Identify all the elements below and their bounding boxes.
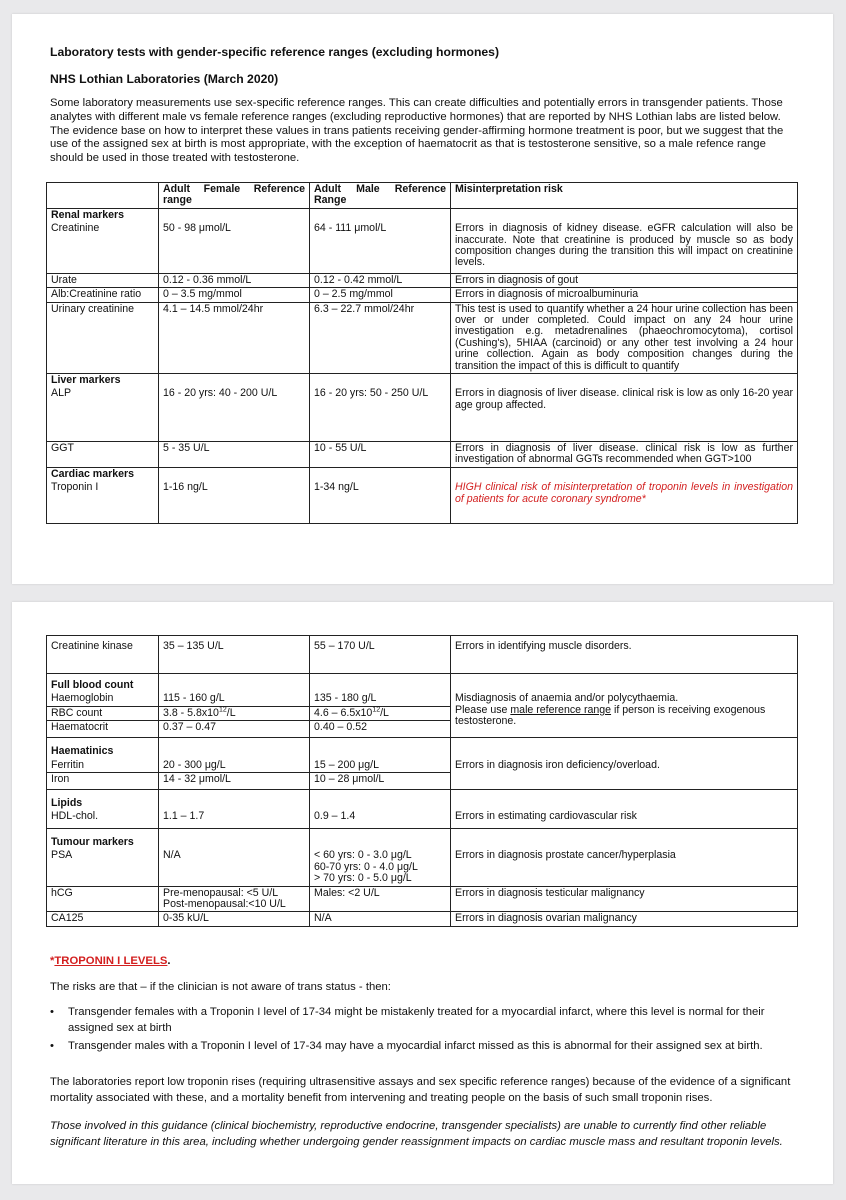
table-row (47, 222, 798, 273)
table-row (47, 636, 798, 674)
male-range: 0.9 – 1.4 (310, 810, 451, 828)
risk-bullet-list (50, 1005, 802, 1058)
analyte-name: ALP (47, 387, 159, 441)
empty-cell (451, 790, 798, 811)
section-cardiac: Cardiac markers (47, 467, 159, 481)
fbc-risk-emphasis: male reference range (510, 703, 612, 716)
analyte-name: Haematocrit (47, 721, 159, 738)
analyte-name: CA125 (47, 912, 159, 926)
empty-cell (451, 738, 798, 759)
risk-text: Errors in diagnosis ovarian malignancy (451, 912, 798, 926)
table-row (47, 912, 798, 926)
fbc-risk-note-end: if person is receiving exogenous testosterone. (455, 703, 766, 728)
empty-cell (159, 467, 310, 481)
female-range: 1.1 – 1.7 (159, 810, 310, 828)
psa-range-line: < 60 yrs: 0 - 3.0 μg/L (314, 849, 412, 862)
female-range: 0.12 - 0.36 mmol/L (159, 273, 310, 287)
empty-cell (310, 467, 451, 481)
analyte-name: Haemoglobin (47, 692, 159, 706)
male-range: 1-34 ng/L (310, 481, 451, 523)
male-range: 135 - 180 g/L (310, 692, 451, 706)
female-range: 50 - 98 μmol/L (159, 222, 310, 273)
empty-cell (310, 828, 451, 849)
table-row (47, 288, 798, 302)
risk-text: Errors in diagnosis iron deficiency/overload. (451, 759, 798, 790)
section-renal: Renal markers (47, 208, 159, 222)
analyte-name: Troponin I (47, 481, 159, 523)
empty-cell (451, 467, 798, 481)
footnote-dot: . (167, 955, 171, 967)
rbc-female-unit: /L (226, 706, 236, 719)
rbc-female-exponent: 12 (218, 706, 227, 714)
risk-text: Errors in identifying muscle disorders. (451, 636, 798, 674)
section-haematinics: Haematinics (47, 738, 159, 759)
empty-cell (451, 208, 798, 222)
fbc-risk-note: Please use (455, 703, 511, 716)
reference-range-table-2 (46, 635, 798, 927)
risk-text-warning: HIGH clinical risk of misinterpretation of troponin levels in investigation of patients for acute coronary syndrome* (451, 481, 798, 523)
section-row (47, 208, 798, 222)
rbc-male-exponent: 12 (372, 706, 381, 714)
section-fbc: Full blood count (47, 674, 159, 693)
header-risk: Misinterpretation risk (451, 183, 798, 209)
section-liver: Liver markers (47, 373, 159, 387)
section-row (47, 738, 798, 759)
header-male-range: Adult Male Reference Range (310, 183, 451, 209)
reference-range-table-1 (46, 182, 798, 524)
analyte-name: Alb:Creatinine ratio (47, 288, 159, 302)
risk-text: Errors in diagnosis of kidney disease. eGFR calculation will also be inaccurate. Note that creatinine is produced by muscle so as body composition changes during the transition this will impact on creatinine levels. (451, 222, 798, 273)
labs-paragraph: The laboratories report low troponin rises (requiring ultrasensitive assays and sex specific reference ranges) because of the evidence of a significant mortality associated with these, and a mortality benefit from intervening and treating people on the basis of such small troponin rises. (50, 1076, 791, 1104)
table-header-row (47, 183, 798, 209)
risk-text-fbc (451, 692, 798, 737)
empty-cell (310, 208, 451, 222)
analyte-name: hCG (47, 886, 159, 912)
table-row (47, 302, 798, 373)
male-range: 6.3 – 22.7 mmol/24hr (310, 302, 451, 373)
analyte-name: Ferritin (47, 759, 159, 773)
male-range (310, 706, 451, 720)
risk-text: Errors in diagnosis of gout (451, 273, 798, 287)
analyte-name: GGT (47, 441, 159, 467)
analyte-name: RBC count (47, 706, 159, 720)
table-row (47, 810, 798, 828)
rbc-male-value: 4.6 – 6.5x10 (314, 706, 373, 719)
header-female-range: Adult Female Reference range (159, 183, 310, 209)
analyte-name: Creatinine kinase (47, 636, 159, 674)
empty-cell (159, 790, 310, 811)
section-tumour: Tumour markers (47, 828, 159, 849)
female-range: 4.1 – 14.5 mmol/24hr (159, 302, 310, 373)
empty-cell (159, 674, 310, 693)
risk-text: Errors in estimating cardiovascular risk (451, 810, 798, 828)
female-range: 16 - 20 yrs: 40 - 200 U/L (159, 387, 310, 441)
female-range: 115 - 160 g/L (159, 692, 310, 706)
table-row (47, 273, 798, 287)
table-row (47, 886, 798, 912)
analyte-name: Urinary creatinine (47, 302, 159, 373)
hcg-range-line: Pre-menopausal: <5 U/L (163, 886, 279, 899)
analyte-name: Iron (47, 773, 159, 790)
male-range: 15 – 200 μg/L (310, 759, 451, 773)
analyte-name: Creatinine (47, 222, 159, 273)
risk-text: Errors in diagnosis of liver disease. clinical risk is low as further investigation of abnormal GGTs recommended when GGT>100 (451, 441, 798, 467)
analyte-name: Urate (47, 273, 159, 287)
risk-text: Errors in diagnosis of liver disease. clinical risk is low as only 16-20 year age group affected. (451, 387, 798, 441)
section-row (47, 790, 798, 811)
male-range: N/A (310, 912, 451, 926)
female-range: 20 - 300 μg/L (159, 759, 310, 773)
psa-range-line: > 70 yrs: 0 - 5.0 μg/L (314, 872, 412, 885)
table-row (47, 441, 798, 467)
empty-cell (159, 828, 310, 849)
empty-cell (310, 790, 451, 811)
closing-paragraph: Those involved in this guidance (clinical biochemistry, reproductive endocrine, transgender specialists) are unable to currently find other reliable significant literature in this area, including whether undergoing gender reassignment impacts on cardiac muscle mass and resultant troponin levels. (50, 1120, 783, 1148)
hcg-range-line: Post-menopausal:<10 U/L (163, 897, 286, 910)
psa-range-line: 60-70 yrs: 0 - 4.0 μg/L (314, 860, 418, 873)
section-row (47, 674, 798, 693)
empty-cell (159, 208, 310, 222)
document-page-2 (12, 602, 833, 1184)
empty-cell (159, 373, 310, 387)
male-range: 0.40 – 0.52 (310, 721, 451, 738)
female-range: 0.37 – 0.47 (159, 721, 310, 738)
empty-cell (310, 674, 451, 693)
risks-intro: The risks are that – if the clinician is not aware of trans status - then: (50, 981, 391, 993)
female-range (159, 706, 310, 720)
male-range: 55 – 170 U/L (310, 636, 451, 674)
intro-paragraph: Some laboratory measurements use sex-specific reference ranges. This can create difficulties and potentially errors in transgender patients. Those analytes with different male vs female reference ranges (excluding reproductive hormones) that are reported by NHS Lothian labs are listed below. The evidence base on how to interpret these values in trans patients receiving gender-affirming hormone treatment is poor, but we suggest that the use of the assigned sex at birth is most appropriate, with the exception of haematocrit as that is testosterone sensitive, so a male refence range should be used in those treated with testosterone. (50, 97, 784, 165)
document-title: Laboratory tests with gender-specific reference ranges (excluding hormones) (50, 45, 500, 59)
list-item: • Transgender males with a Troponin I level of 17-34 may have a myocardial infarct missed as this is abnormal for their assigned sex at birth. (50, 1039, 802, 1055)
empty-cell (451, 674, 798, 693)
empty-cell (451, 373, 798, 387)
male-range: 16 - 20 yrs: 50 - 250 U/L (310, 387, 451, 441)
section-row (47, 467, 798, 481)
risk-text: Errors in diagnosis testicular malignancy (451, 886, 798, 912)
fbc-risk-line: Misdiagnosis of anaemia and/or polycythaemia. (455, 692, 679, 705)
risk-text: Errors in diagnosis of microalbuminuria (451, 288, 798, 302)
male-range (310, 849, 451, 886)
header-analyte (47, 183, 159, 209)
female-range: 1-16 ng/L (159, 481, 310, 523)
empty-cell (451, 828, 798, 849)
footnote-title: TROPONIN I LEVELS (54, 955, 168, 967)
empty-cell (159, 738, 310, 759)
table-row (47, 692, 798, 706)
section-row (47, 373, 798, 387)
female-range: 14 - 32 μmol/L (159, 773, 310, 790)
section-row (47, 828, 798, 849)
table-row (47, 481, 798, 523)
empty-cell (310, 373, 451, 387)
document-page-1 (12, 14, 833, 584)
rbc-female-value: 3.8 - 5.8x10 (163, 706, 219, 719)
female-range: 5 - 35 U/L (159, 441, 310, 467)
male-range: 0 – 2.5 mg/mmol (310, 288, 451, 302)
table-row (47, 849, 798, 886)
male-range: 10 - 55 U/L (310, 441, 451, 467)
risk-text: This test is used to quantify whether a 24 hour urine collection has been over or under completed. Could impact on any 24 hour urine investigation e.g. metadrenalines (phaeochromocytoma), cortisol (Cushing's), 5HIAA (carcinoid) or any other test involving a 24 hour urine collection. Again as body composition changes during the transition the impact of this is difficult to quantify (451, 302, 798, 373)
female-range (159, 886, 310, 912)
list-item: • Transgender females with a Troponin I level of 17-34 might be mistakenly treated for a myocardial infarct, where this level is normal for their assigned sex at birth (50, 1005, 802, 1036)
male-range: 0.12 - 0.42 mmol/L (310, 273, 451, 287)
troponin-footnote-label (50, 955, 171, 967)
female-range: 0-35 kU/L (159, 912, 310, 926)
section-lipids: Lipids (47, 790, 159, 811)
male-range: 64 - 111 μmol/L (310, 222, 451, 273)
analyte-name: PSA (47, 849, 159, 886)
female-range: 35 – 135 U/L (159, 636, 310, 674)
female-range: 0 – 3.5 mg/mmol (159, 288, 310, 302)
empty-cell (310, 738, 451, 759)
table-row (47, 387, 798, 441)
analyte-name: HDL-chol. (47, 810, 159, 828)
risk-text: Errors in diagnosis prostate cancer/hyperplasia (451, 849, 798, 886)
document-subtitle: NHS Lothian Laboratories (March 2020) (50, 72, 279, 86)
table-row (47, 759, 798, 773)
rbc-male-unit: /L (380, 706, 389, 719)
female-range: N/A (159, 849, 310, 886)
male-range: Males: <2 U/L (310, 886, 451, 912)
footnote-star: * (50, 955, 55, 967)
male-range: 10 – 28 μmol/L (310, 773, 451, 790)
